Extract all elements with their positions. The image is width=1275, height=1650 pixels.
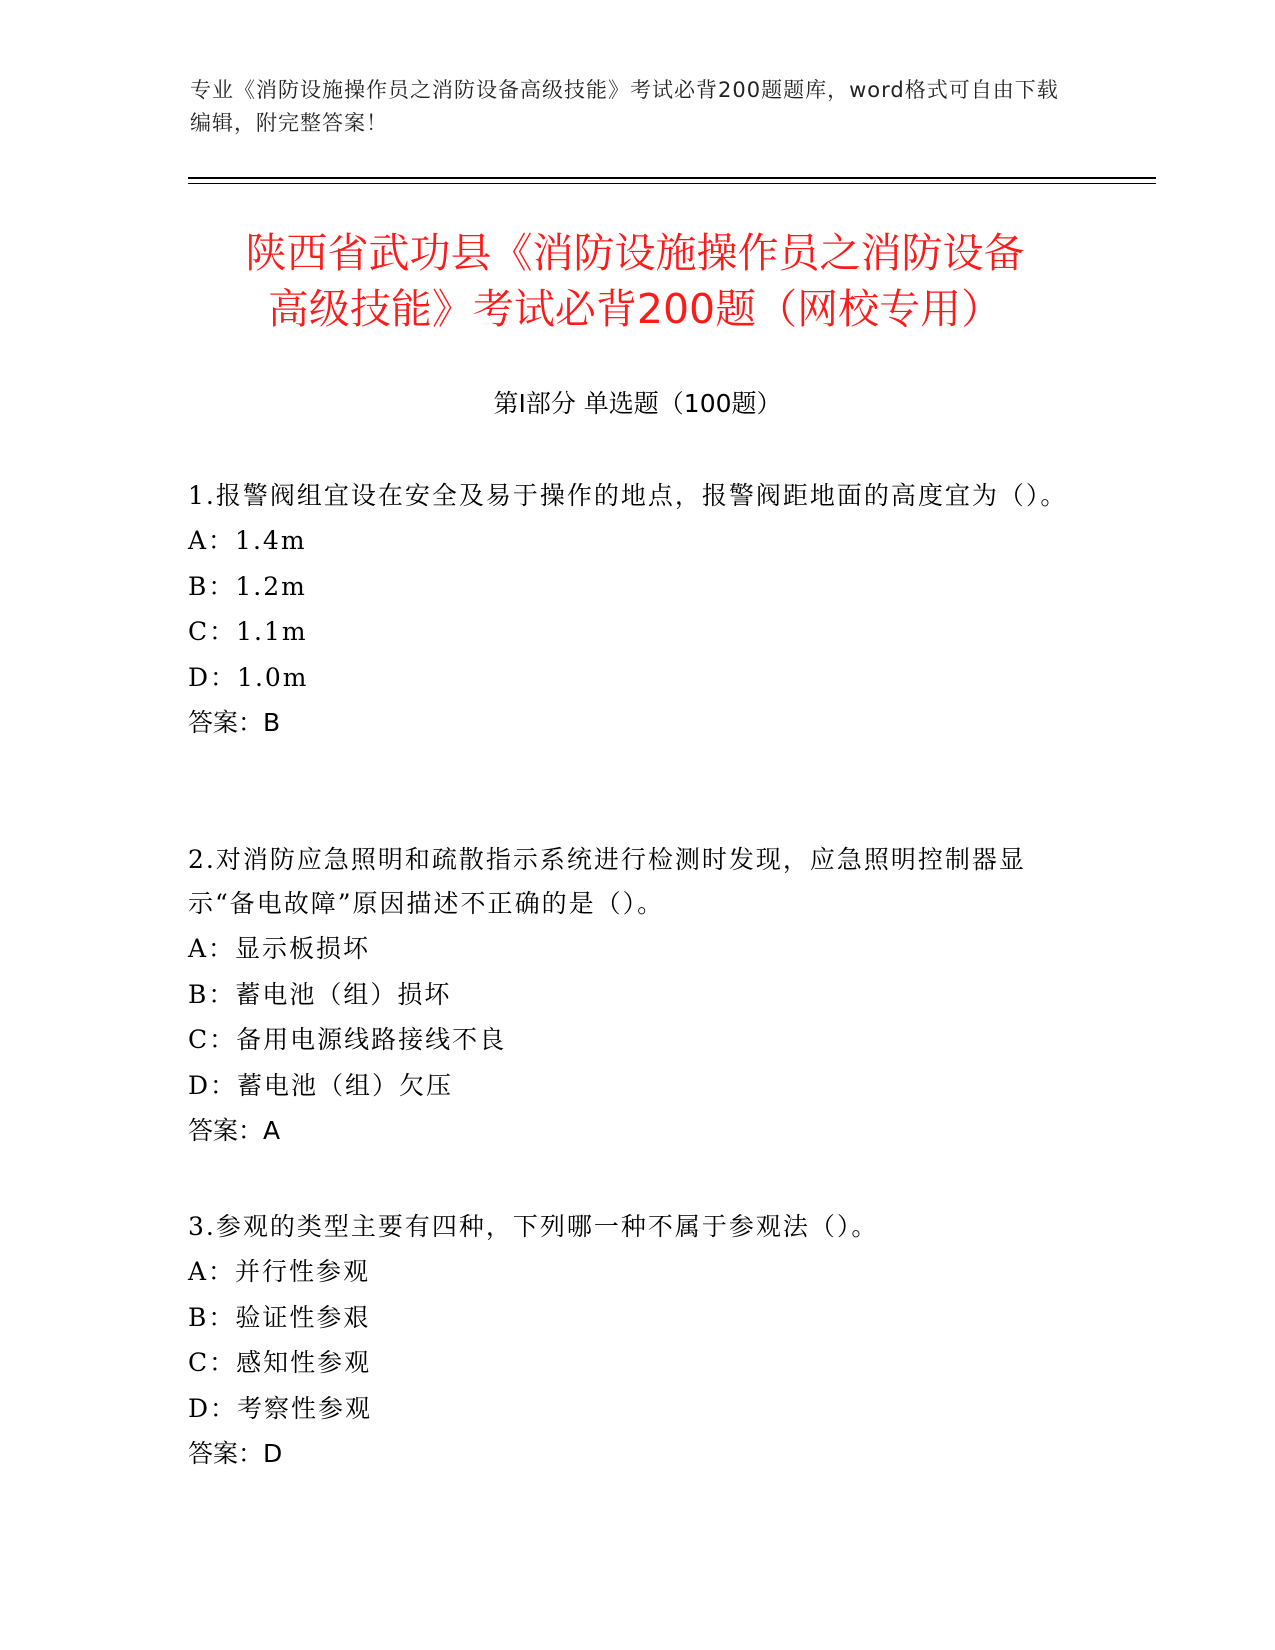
option-b: B：蓄电池（组）损坏: [188, 979, 452, 1009]
document-title: [170, 225, 1100, 337]
option-d: D：1.0m: [188, 662, 309, 692]
option-b: B：1.2m: [188, 571, 307, 601]
option-a: A：1.4m: [188, 526, 307, 555]
answer-text: 答案：D: [188, 1439, 283, 1468]
question-stem: 1.报警阀组宜设在安全及易于操作的地点，报警阀距地面的高度宜为（）。: [188, 481, 1068, 510]
section-title: 第Ⅰ部分 单选题（100题）: [493, 389, 782, 418]
option-c: C：1.1m: [188, 617, 308, 646]
answer-text: 答案：B: [188, 708, 281, 737]
option-a: A：显示板损坏: [188, 934, 371, 963]
header-divider-thick: [188, 177, 1156, 179]
header-divider-thin: [188, 183, 1156, 184]
question-1: [188, 474, 1068, 746]
option-d: D：蓄电池（组）欠压: [188, 1070, 454, 1100]
option-c: C：感知性参观: [188, 1348, 372, 1377]
document-title-line-1: 陕西省武功县《消防设施操作员之消防设备: [245, 229, 1025, 277]
answer-text: 答案：A: [188, 1116, 281, 1145]
header-note: 专业《消防设施操作员之消防设备高级技能》考试必背200题题库，word格式可自由下载编辑，附完整答案！: [190, 78, 1059, 135]
option-d: D：考察性参观: [188, 1393, 373, 1423]
question-stem: 2.对消防应急照明和疏散指示系统进行检测时发现，应急照明控制器显示“备电故障”原因描述不正确的是（）。: [188, 845, 1026, 918]
question-3: [188, 1205, 1068, 1477]
option-a: A：并行性参观: [188, 1257, 371, 1286]
document-title-line-2: 高级技能》考试必背200题（网校专用）: [267, 285, 1003, 333]
option-c: C：备用电源线路接线不良: [188, 1025, 507, 1054]
question-2: [188, 838, 1068, 1154]
question-stem: 3.参观的类型主要有四种，下列哪一种不属于参观法（）。: [188, 1212, 879, 1241]
option-b: B：验证性参艰: [188, 1302, 371, 1332]
